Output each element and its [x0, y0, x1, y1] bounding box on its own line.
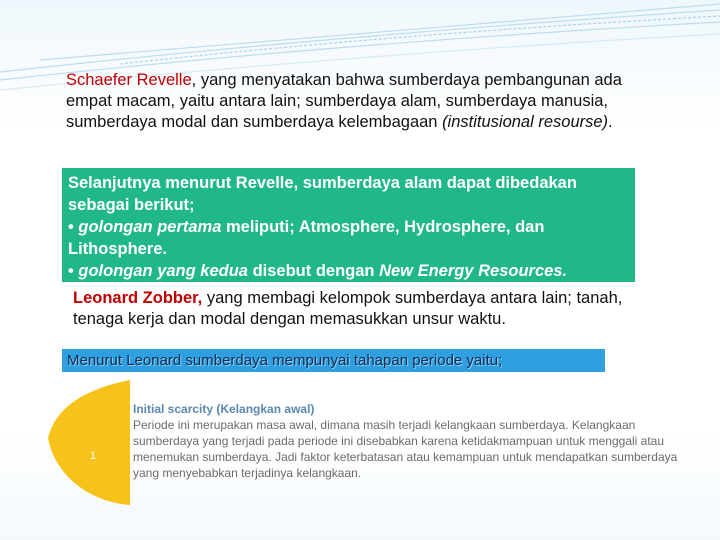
italic-term: (institusional resourse)	[442, 113, 609, 131]
initial-scarcity-description	[133, 401, 703, 481]
leonard-zobber-paragraph	[73, 288, 663, 330]
box-line-1: Selanjutnya menurut Revelle, sumberdaya alam dapat dibedakan	[68, 174, 577, 192]
box-line-2: sebagai berikut;	[68, 196, 195, 214]
bullet-term-2: New Energy Resources.	[379, 262, 568, 280]
author-name-zobber: Leonard Zobber,	[73, 289, 203, 307]
paragraph-text: yang membagi kelompok sumberdaya antara lain; tanah, tenaga kerja dan modal dengan memasukkan unsur waktu.	[73, 289, 623, 328]
box-line-4: Lithosphere.	[68, 240, 168, 258]
paragraph-text: , yang menyatakan bahwa sumberdaya pembangunan ada empat macam, yaitu antara lain; sumberdaya alam, sumberdaya manusia, sumberdaya modal dan sumberdaya kelembagaan	[66, 71, 622, 131]
schaefer-revelle-paragraph	[66, 70, 666, 133]
bullet-term: golongan yang kedua	[78, 262, 248, 280]
author-name-revelle: Schaefer Revelle	[66, 71, 192, 89]
bullet-marker: •	[68, 218, 79, 236]
periode-heading-bar: Menurut Leonard sumberdaya mempunyai tahapan periode yaitu;	[62, 349, 605, 372]
bullet-marker: •	[68, 262, 79, 280]
bullet-golongan-pertama	[68, 216, 629, 238]
pie-slice	[48, 380, 130, 505]
detail-body: Periode ini merupakan masa awal, dimana masih terjadi kelangkaan sumberdaya. Kelangkaan sumberdaya yang terjadi pada periode ini disebabkan karena ketidakmampuan untuk menggali atau menemukan sumberdaya. Jadi faktor keterbatasan atau kemampuan untuk mendapatkan sumberdaya yang menyebabkan terjadinya kelangkaan.	[133, 418, 678, 480]
pie-segment-shape	[0, 380, 130, 505]
bullet-text: meliputi; Atmosphere, Hydrosphere, dan	[221, 218, 545, 236]
detail-title: Initial scarcity (Kelangkan awal)	[133, 402, 315, 416]
bullet-golongan-kedua	[68, 260, 629, 282]
bullet-term: golongan pertama	[78, 218, 222, 236]
pie-label: 1	[90, 450, 97, 462]
bullet-text: disebut dengan	[247, 262, 380, 280]
paragraph-end: .	[608, 113, 613, 131]
revelle-classification-box	[62, 168, 635, 282]
